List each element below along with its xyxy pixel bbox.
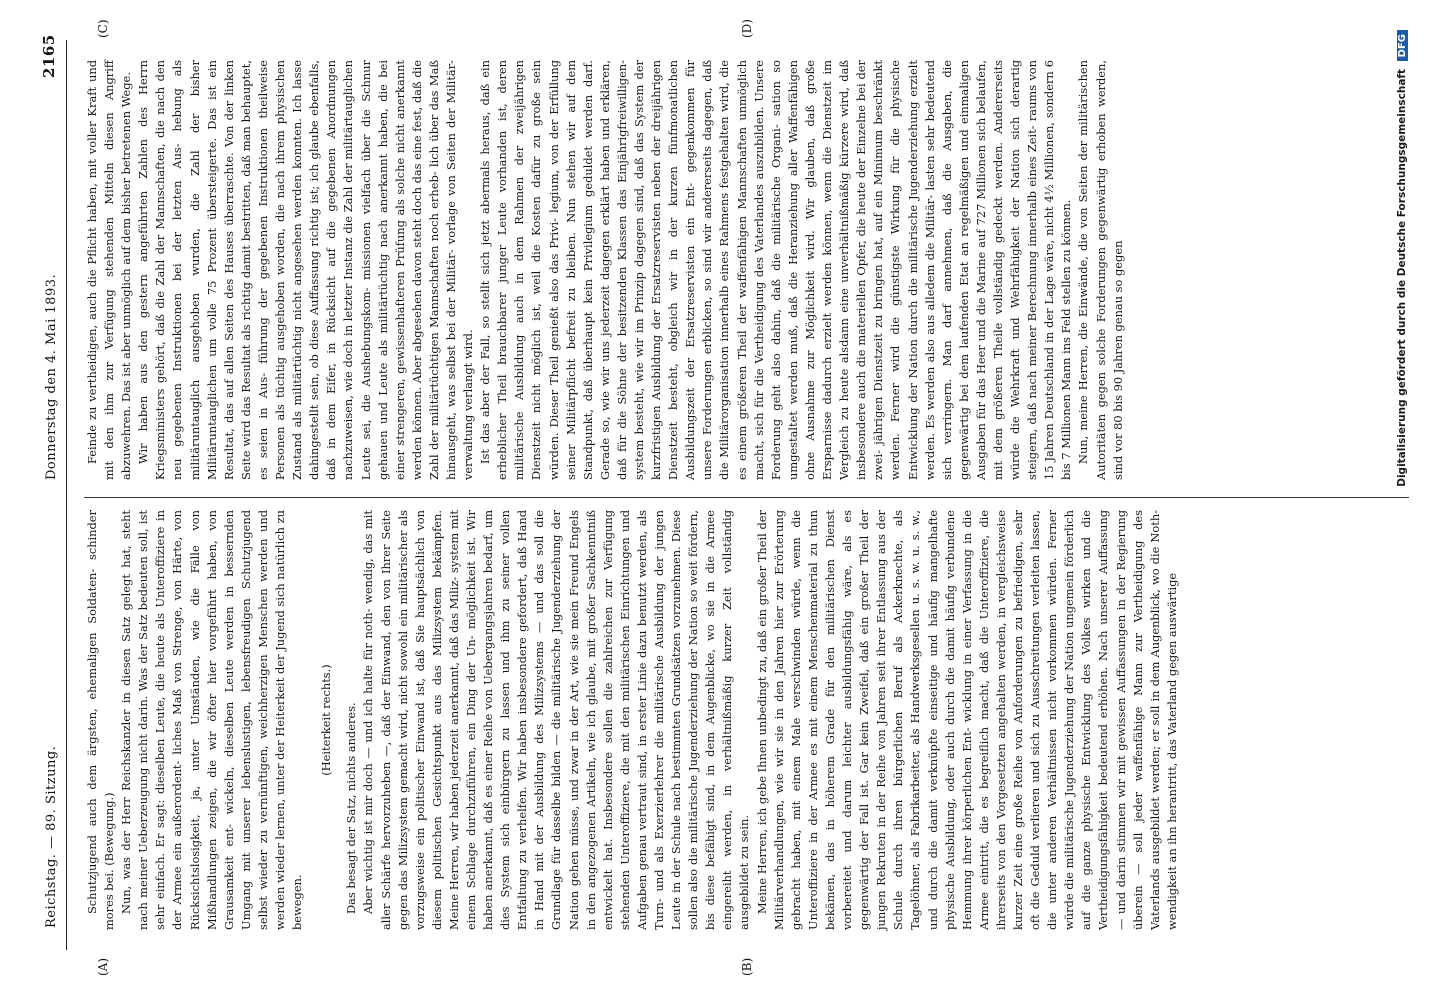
- page-header: [38, 0, 68, 1000]
- paragraph: Feinde zu vertheidigen, auch die Pflicht haben, mit voller Kraft und mit den ihm zur Verfügung stehenden Mitteln diesen Angriff abzuwehren. Das ist aber unmöglich auf dem bisher betretenen Wege.: [85, 60, 134, 480]
- dfg-logo: DFG: [1397, 30, 1408, 61]
- right-text-column: [84, 60, 1127, 480]
- header-session-title: Reichstag. — 89. Sitzung.: [44, 745, 59, 928]
- paragraph: Wir haben aus den gestern angeführten Zahlen des Herrn Kriegsministers gehört, daß die Zahl der Mannschaften, die nach den neu gegebenen Instruktionen bei der letzten Aus- hebung als militäruntauglich ausgehoben wurden, die Zahl der bisher Militäruntauglichen um volle 75 Prozent übersteigerte. Das ist ein Resultat, das auf allen Seiten des Hauses überraschte. Von der linken Seite wird das Resultat als richtig damit bestritten, daß man behauptet, es seien in Aus- führung der gegebenen Instruktionen theilweise Personen als tüchtig ausgehoben worden, die nach ihrem physischen Zustand als militärtüchtig nicht angesehen werden konnten. Ich lasse dahingestellt sein, ob diese Auffassung richtig ist; ich glaube ebenfalls, daß in dem Eifer, in Rücksicht auf die gegebenen Anordnungen nachzuweisen, wie doch in letzter Instanz die Zahl der militärtauglichen Leute sei, die Aushebungskom- missionen vielfach über die Schnur gehauen und Leute als militärtüchtig nach anerkannt haben, die bei einer strengeren, gewissenhafteren Prüfung als solche nicht anerkannt werden können. Aber abgesehen davon steht doch das eine fest, daß die Zahl der militärtüchtigen Mannschaften noch erheb- lich über das Maß hinausgeht, was selbst bei der Militär- vorlage von Seiten der Militär- verwaltung verlangt wird.: [136, 60, 476, 480]
- margin-marker-a: (A): [96, 957, 110, 976]
- page-number: 2165: [40, 34, 58, 78]
- digitization-footer: [1396, 30, 1408, 960]
- paragraph: Das besagt der Satz, nichts anderes.: [344, 702, 359, 914]
- paragraph: Aber wichtig ist mir doch — und ich halte für noth- wendig, das mit aller Schärfe hervorzuheben —, daß der Einwand, den von Ihrer Seite gegen das Milizsystem gemacht wird, nicht sowohl ein militärischer als vorzugsweise ein politischer Einwand ist, daß Sie hauptsächlich von diesem politischen Gesichtspunkt aus das Milizsystem bekämpfen. Meine Herren, wir haben jederzeit anerkannt, daß das Miliz- system mit einem Schlage durchzuführen, ein Ding der Un- möglichkeit ist. Wir haben anerkannt, daß es einer Reihe von Uebergangsjahren bedarf, um dies System sich einbürgern zu lassen und ihm zu seiner vollen Entfaltung zu verhelfen. Wir haben insbesondere gefordert, daß Hand in Hand mit der Ausbildung des Milizsystems — und das soll die Grundlage für dasselbe bilden — die militärische Jugenderziehung der Nation gehen müsse, und zwar in der Art, wie sie mein Freund Engels in den angezogenen Artikeln, wie ich glaube, mit großer Sachkenntniß entwickelt hat. Insbesondere sollen die zahlreichen zur Verfügung stehenden Unteroffiziere, die mit den militärischen Einrichtungen und Aufgaben genau vertraut sind, in erster Linie dazu benutzt werden, als Turn- und als Exerzierlehrer die militärische Ausbildung der jungen Leute in der Schule nach bestimmten Grundsätzen vorzunehmen. Diese sollen also die militärische Jugenderziehung der Nation so weit fördern, bis diese befähigt sind, in dem Augenblicke, wo sie in die Armee eingereiht werden, in verhältnißmäßig kurzer Zeit vollständig ausgebildet zu sein.: [361, 510, 752, 930]
- header-rule: [66, 40, 67, 950]
- left-text-column: [84, 510, 1181, 930]
- paragraph: Ist das aber der Fall, so stellt sich jetzt abermals heraus, daß ein erheblicher Theil brauchbarer junger Leute vorhanden ist, deren militärische Ausbildung auch in dem Rahmen der zweijährigen Dienstzeit nicht möglich ist, weil die Kosten dafür zu große sein würden. Dieser Theil genießt also das Privi- legium, von der Erfüllung seiner Militärpflicht befreit zu bleiben. Nun stehen wir auf dem Standpunkt, daß überhaupt kein Privilegium geduldet werden darf. Gerade so, wie wir uns jederzeit dagegen erklärt haben und erklären, daß für die Söhne der besitzenden Klassen das Einjährigfreiwilligen- system besteht, wie wir im Prinzip dagegen sind, daß das System der kurzfristigen Ausbildung der Ersatzreservisten neben der dreijährigen Dienstzeit besteht, obgleich wir in der kurzen fünfmonatlichen Ausbildungszeit der Ersatzreservisten ein Ent- gegenkommen für unsere Forderungen erblicken, so sind wir andererseits dagegen, daß die Militärorganisation innerhalb eines Rahmens festgehalten wird, die es einem größeren Theil der waffenfähigen Mannschaften unmöglich macht, sich für die Vertheidigung des Vaterlandes auszubilden. Unsere Forderung geht also dahin, daß die militärische Organi- sation so umgestaltet werden muß, daß die Heranziehung aller Waffenfähigen ohne Ausnahme zur Möglichkeit wird. Wir glauben, daß große Ersparnisse dadurch erzielt werden können, wenn die Dienstzeit im Vergleich zu heute alsdann eine unverhältnißmäßig kürzere wird, daß insbesondere auch die materiellen Opfer, die heute der Einzelne bei der zwei- jährigen Dienstzeit zu bringen hat, auf ein Minimum beschränkt werden. Ferner wird die günstigste Wirkung für die physische Entwicklung der Nation durch die militärische Jugenderziehung erzielt werden. Es werden also aus alledem die Militär- lasten sehr bedeutend sich verringern. Man darf annehmen, daß die Ausgaben, die gegenwärtig bei dem laufenden Etat an regelmäßigen und einmaligen Ausgaben für das Heer und die Marine auf 727 Millionen sich belaufen, mit dem größeren Theile vollständig gedeckt werden. Andererseits würde die Wehrkraft und Wehrfähigkeit der Nation sich derartig steigern, daß nach meiner Berechnung innerhalb eines Zeit- raums von 15 Jahren Deutschland in der Lage wäre, nicht 4½ Millionen, sondern 6 bis 7 Millionen Mann ins Feld stellen zu können.: [478, 60, 1074, 480]
- paragraph: Meine Herren, ich gebe Ihnen unbedingt zu, daß ein großer Theil der Militärverhandlungen, wie wir sie in den Jahren hier zur Erörterung gebracht haben, mit einem Male verschwinden würde, wenn die Unteroffiziere in der Armee es mit einem Menschenmaterial zu thun bekämen, das in höherem Grade für den militärischen Dienst vorbereitet und darum leichter ausbildungsfähig wäre, als es gegenwärtig der Fall ist. Gar kein Zweifel, daß ein großer Theil der jungen Rekruten in der Reihe von Jahren seit ihrer Entlassung aus der Schule durch ihren bürgerlichen Beruf als Ackerknechte, als Tagelöhner, als Fabrikarbeiter, als Handwerksgesellen u. s. w. u. s. w., und durch die damit verknüpfte einseitige und häufig mangelhafte physische Ausbildung, oder auch durch die damit häufig verbundene Hemmung ihrer körperlichen Ent- wicklung in einer Verfassung in die Armee eintritt, die es begreiflich macht, daß die Unteroffiziere, die ihrerseits von den Vorgesetzten angehalten werden, in vergleichsweise kurzer Zeit eine große Reihe von Anforderungen zu befriedigen, sehr oft die Geduld verlieren und sich zu Ausschreitungen verleiten lassen, die unter anderen Verhältnissen nicht vorkommen würden. Ferner würde die militärische Jugenderziehung der Nation ungemein förderlich auf die ganze physische Entwicklung des Volkes wirken und die Vertheidigungsfähigkeit bedeutend erhöhen. Nach unserer Auffassung — und darin stimmen wir mit gewissen Auffassungen in der Regierung überein — soll jeder waffenfähige Mann zur Vertheidigung des Vaterlands ausgebildet werden; er soll in dem Augenblick, wo die Noth- wendigkeit an ihn herantritt, das Vaterland gegen auswärtige: [754, 510, 1179, 930]
- stage-direction: (Heiterkeit rechts.): [319, 664, 334, 776]
- margin-marker-b: (B): [740, 957, 754, 976]
- paragraph: Nun, meine Herren, die Einwände, die von Seiten der militärischen Autoritäten gegen solche Forderungen gegenwärtig erhoben werden, sind vor 80 bis 90 Jahren genau so gegen: [1076, 60, 1125, 480]
- margin-marker-c: (C): [96, 19, 110, 38]
- paragraph: Schutzjugend auch dem ärgsten, ehemaligen Soldaten- schinder mores bei. (Bewegung.): [85, 510, 117, 930]
- margin-marker-d: (D): [740, 19, 754, 38]
- digitization-note: Digitalisierung gefördert durch die Deutsche Forschungsgemeinschaft: [1396, 69, 1408, 487]
- paragraph: Nun, was der Herr Reichskanzler in diesen Satz gelegt hat, steht nach meiner Ueberzeugung nicht darin. Was der Satz bedeuten soll, ist sehr einfach. Er sagt: dieselben Leute, die heute als Unteroffiziere in der Armee ein außerordent- liches Maß von Strenge, von Härte, von Rücksichtslosigkeit, ja, unter Umständen, wie die Fälle von Mißhandlungen zeigen, die wir öfter hier vorgeführt haben, von Grausamkeit ent- wickeln, dieselben Leute werden in bessernden Umgang mit unserer lebenslustigen, lebensfreudigen Schutzjugend selbst wieder zu vernünftigen, weichherzigen Menschen werden und werden wieder lernen, unter der Heiterkeit der Jugend sich natürlich zu bewegen.: [119, 510, 305, 930]
- column-divider: [84, 497, 1409, 498]
- header-date: Donnerstag den 4. Mai 1893.: [44, 273, 59, 480]
